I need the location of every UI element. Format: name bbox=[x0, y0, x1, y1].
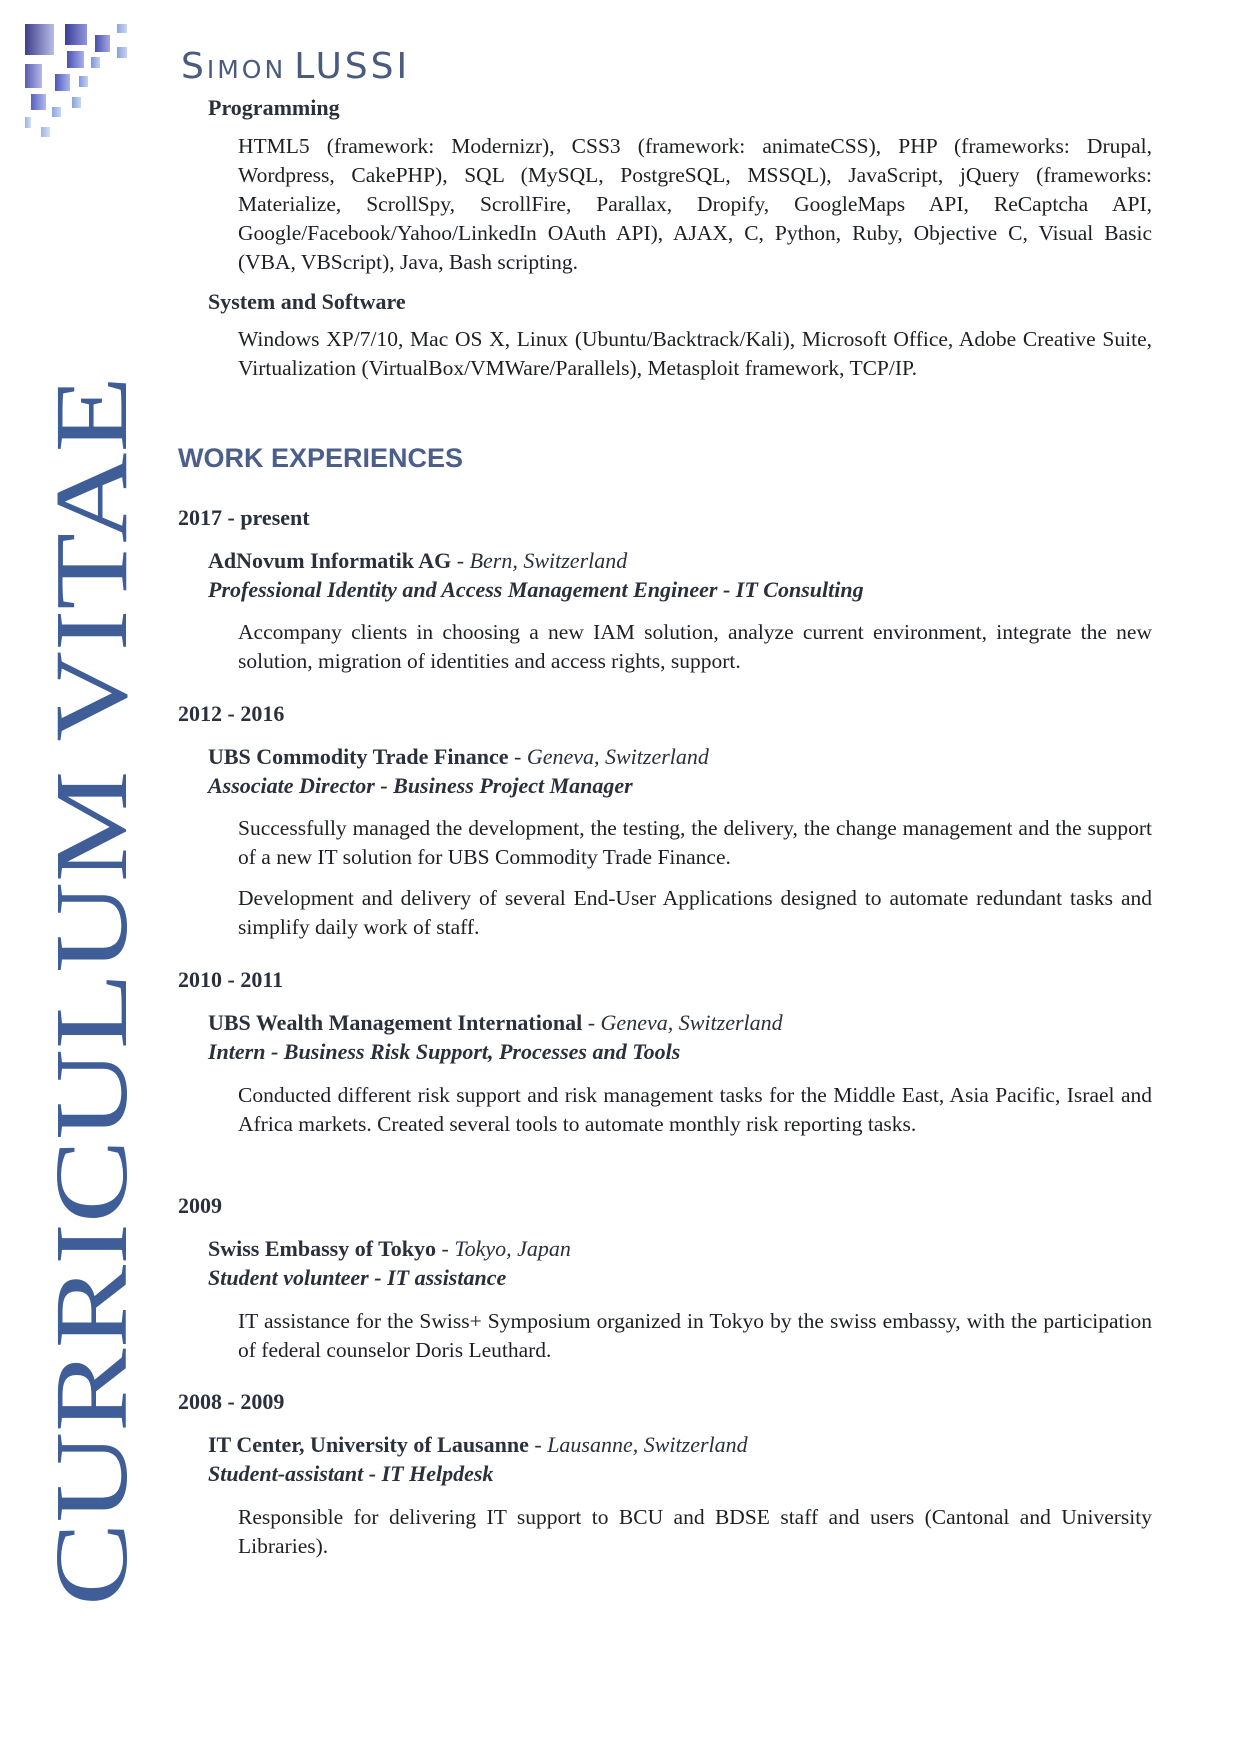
logo-square bbox=[65, 24, 87, 45]
skill-title: System and Software bbox=[208, 289, 406, 314]
logo-square bbox=[117, 47, 127, 58]
logo-square bbox=[25, 64, 42, 88]
skill-text: Windows XP/7/10, Mac OS X, Linux (Ubuntu/Backtrack/Kali), Microsoft Office, Adobe Creative Suite, Virtualization (VirtualBox/VMWare/Parallels), Metasploit framework, TCP/IP. bbox=[238, 327, 1152, 380]
entry-role: Associate Director - Business Project Manager bbox=[208, 773, 633, 798]
entry-org: IT Center, University of Lausanne bbox=[208, 1432, 529, 1457]
entry-separator: - bbox=[587, 1010, 596, 1035]
entry-description: Accompany clients in choosing a new IAM solution, analyze current environment, integrate the new solution, migration of identities and access rights, support. bbox=[238, 620, 1152, 673]
skill-text: HTML5 (framework: Modernizr), CSS3 (framework: animateCSS), PHP (frameworks: Drupal, Wordpress, CakePHP), SQL (MySQL, PostgreSQL, MSSQL), JavaScript, jQuery (frameworks: Materialize, ScrollSpy, ScrollFire, Parallax, Dropify, GoogleMaps API, ReCaptcha API, Google/Facebook/Yahoo/LinkedIn OAuth API), AJAX, C, Python, Ruby, Objective C, Visual Basic (VBA, VBScript), Java, Bash scripting. bbox=[238, 134, 1152, 274]
candidate-name bbox=[181, 46, 410, 87]
entry-separator: - bbox=[534, 1432, 542, 1457]
logo-square bbox=[67, 51, 84, 68]
entry-description: Successfully managed the development, the testing, the delivery, the change management and the support of a new IT solution for UBS Commodity Trade Finance. bbox=[238, 816, 1152, 869]
entry-company bbox=[208, 744, 709, 770]
logo-square bbox=[41, 127, 50, 137]
logo-square bbox=[95, 35, 110, 52]
skill-title: Programming bbox=[208, 95, 340, 120]
entry-company bbox=[208, 1432, 748, 1458]
entry-description: Responsible for delivering IT support to BCU and BDSE staff and users (Cantonal and University Libraries). bbox=[238, 1505, 1152, 1558]
entry-org: Swiss Embassy of Tokyo bbox=[208, 1236, 437, 1261]
logo-square bbox=[72, 97, 81, 108]
logo-square bbox=[52, 107, 61, 117]
entry-company bbox=[208, 1236, 571, 1262]
entry-description: Development and delivery of several End-User Applications designed to automate redundant tasks and simplify daily work of staff. bbox=[238, 886, 1152, 939]
logo-square bbox=[25, 117, 31, 128]
logo-square bbox=[117, 24, 127, 33]
entry-period: 2010 - 2011 bbox=[178, 967, 284, 992]
vertical-title bbox=[34, 375, 149, 1607]
logo-square bbox=[91, 57, 100, 68]
entry-location: Tokyo, Japan bbox=[454, 1236, 571, 1261]
entry-period: 2009 bbox=[178, 1193, 222, 1218]
entry-org: UBS Wealth Management International bbox=[208, 1010, 583, 1035]
entry-period: 2012 - 2016 bbox=[178, 701, 285, 726]
logo-square bbox=[25, 24, 54, 55]
entry-separator: - bbox=[456, 548, 465, 573]
vertical-title-text: CURRICULUM VITAE bbox=[34, 584, 149, 1606]
entry-period: 2008 - 2009 bbox=[178, 1389, 285, 1414]
entry-description: Conducted different risk support and risk management tasks for the Middle East, Asia Pacific, Israel and Africa markets. Created several tools to automate monthly risk reporting tasks. bbox=[238, 1083, 1152, 1136]
logo bbox=[0, 0, 180, 170]
entry-role: Intern - Business Risk Support, Processes and Tools bbox=[208, 1039, 681, 1064]
entry-org: UBS Commodity Trade Finance bbox=[208, 744, 509, 769]
entry-role: Student-assistant - IT Helpdesk bbox=[208, 1461, 494, 1486]
entry-company bbox=[208, 1010, 783, 1036]
entry-description: IT assistance for the Swiss+ Symposium organized in Tokyo by the swiss embassy, with the participation of federal counselor Doris Leuthard. bbox=[238, 1309, 1152, 1362]
entry-separator: - bbox=[441, 1236, 449, 1261]
logo-square bbox=[31, 94, 46, 110]
entry-role: Student volunteer - IT assistance bbox=[208, 1265, 507, 1290]
last-name: LUSSI bbox=[294, 46, 411, 87]
first-name: Simon bbox=[181, 46, 287, 87]
entry-location: Lausanne, Switzerland bbox=[547, 1432, 748, 1457]
entry-org: AdNovum Informatik AG bbox=[208, 548, 452, 573]
entry-role: Professional Identity and Access Management Engineer - IT Consulting bbox=[208, 577, 864, 602]
entry-period: 2017 - present bbox=[178, 505, 310, 530]
entry-location: Geneva, Switzerland bbox=[526, 744, 709, 769]
entry-company bbox=[208, 548, 627, 574]
logo-square bbox=[55, 74, 70, 91]
entry-location: Bern, Switzerland bbox=[469, 548, 628, 573]
entry-location: Geneva, Switzerland bbox=[600, 1010, 783, 1035]
logo-square bbox=[79, 76, 88, 87]
section-title-work: WORK EXPERIENCES bbox=[178, 443, 464, 473]
entry-separator: - bbox=[513, 744, 522, 769]
